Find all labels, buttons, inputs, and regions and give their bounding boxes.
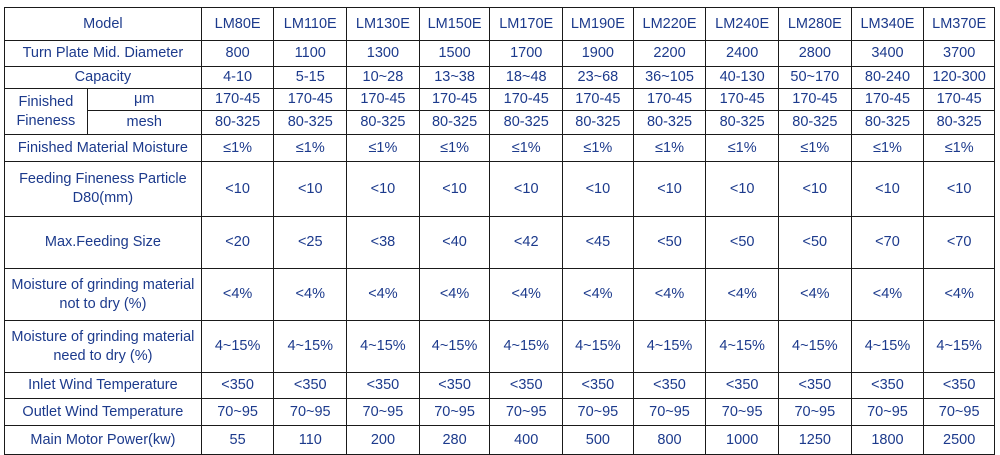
value-cell-mesh: 80-325 xyxy=(201,111,274,135)
row-outlet-temp xyxy=(5,399,995,426)
value-cell-moisture: ≤1% xyxy=(347,135,420,162)
value-cell-um: 170-45 xyxy=(347,89,420,111)
value-cell-moisture-not-dry: <4% xyxy=(347,269,420,321)
value-cell-feeding-fineness: <10 xyxy=(633,162,706,217)
value-cell-inlet: <350 xyxy=(347,373,420,399)
value-cell-feeding-fineness: <10 xyxy=(274,162,347,217)
value-cell-outlet: 70~95 xyxy=(924,399,995,426)
value-cell-moisture: ≤1% xyxy=(274,135,347,162)
value-cell-capacity: 50~170 xyxy=(779,67,852,89)
value-cell-moisture: ≤1% xyxy=(633,135,706,162)
value-cell-outlet: 70~95 xyxy=(563,399,634,426)
value-cell-outlet: 70~95 xyxy=(347,399,420,426)
value-cell-mesh: 80-325 xyxy=(633,111,706,135)
value-cell-capacity: 40-130 xyxy=(706,67,779,89)
value-cell-moisture: ≤1% xyxy=(419,135,490,162)
row-fineness-um xyxy=(5,89,995,111)
label-inlet-temp: Inlet Wind Temperature xyxy=(5,373,202,399)
value-cell-feeding-fineness: <10 xyxy=(779,162,852,217)
value-cell-capacity: 120-300 xyxy=(924,67,995,89)
value-cell-max-feeding: <70 xyxy=(924,217,995,269)
label-model: Model xyxy=(5,8,202,41)
value-cell-inlet: <350 xyxy=(779,373,852,399)
value-cell-outlet: 70~95 xyxy=(706,399,779,426)
row-moisture-not-dry xyxy=(5,269,995,321)
value-cell-moisture-not-dry: <4% xyxy=(563,269,634,321)
value-cell-um: 170-45 xyxy=(924,89,995,111)
value-cell-motor: 500 xyxy=(563,426,634,455)
value-cell-turn-plate: 800 xyxy=(201,41,274,67)
row-fineness-mesh xyxy=(5,111,995,135)
value-cell-max-feeding: <25 xyxy=(274,217,347,269)
value-cell-turn-plate: 2800 xyxy=(779,41,852,67)
value-cell-moisture-not-dry: <4% xyxy=(274,269,347,321)
value-cell-feeding-fineness: <10 xyxy=(419,162,490,217)
model-header-cell: LM370E xyxy=(924,8,995,41)
value-cell-moisture-not-dry: <4% xyxy=(490,269,563,321)
value-cell-mesh: 80-325 xyxy=(274,111,347,135)
label-moisture-need-dry: Moisture of grinding material need to dry (%) xyxy=(5,321,202,373)
label-moisture: Finished Material Moisture xyxy=(5,135,202,162)
value-cell-feeding-fineness: <10 xyxy=(924,162,995,217)
value-cell-moisture-not-dry: <4% xyxy=(706,269,779,321)
value-cell-turn-plate: 3400 xyxy=(851,41,924,67)
value-cell-motor: 55 xyxy=(201,426,274,455)
row-capacity xyxy=(5,67,995,89)
label-motor-power: Main Motor Power(kw) xyxy=(5,426,202,455)
value-cell-capacity: 13~38 xyxy=(419,67,490,89)
model-header-cell: LM220E xyxy=(633,8,706,41)
value-cell-mesh: 80-325 xyxy=(347,111,420,135)
value-cell-inlet: <350 xyxy=(563,373,634,399)
value-cell-inlet: <350 xyxy=(706,373,779,399)
value-cell-um: 170-45 xyxy=(706,89,779,111)
value-cell-feeding-fineness: <10 xyxy=(563,162,634,217)
value-cell-inlet: <350 xyxy=(851,373,924,399)
value-cell-um: 170-45 xyxy=(274,89,347,111)
value-cell-mesh: 80-325 xyxy=(779,111,852,135)
value-cell-turn-plate: 2200 xyxy=(633,41,706,67)
row-turn-plate xyxy=(5,41,995,67)
value-cell-mesh: 80-325 xyxy=(706,111,779,135)
value-cell-capacity: 80-240 xyxy=(851,67,924,89)
value-cell-max-feeding: <45 xyxy=(563,217,634,269)
value-cell-max-feeding: <70 xyxy=(851,217,924,269)
label-max-feeding: Max.Feeding Size xyxy=(5,217,202,269)
value-cell-max-feeding: <50 xyxy=(706,217,779,269)
value-cell-moisture: ≤1% xyxy=(563,135,634,162)
value-cell-moisture: ≤1% xyxy=(706,135,779,162)
value-cell-moisture-not-dry: <4% xyxy=(851,269,924,321)
model-header-cell: LM150E xyxy=(419,8,490,41)
value-cell-outlet: 70~95 xyxy=(633,399,706,426)
row-inlet-temp xyxy=(5,373,995,399)
label-outlet-temp: Outlet Wind Temperature xyxy=(5,399,202,426)
value-cell-outlet: 70~95 xyxy=(201,399,274,426)
value-cell-moisture-not-dry: <4% xyxy=(419,269,490,321)
value-cell-moisture: ≤1% xyxy=(490,135,563,162)
value-cell-um: 170-45 xyxy=(419,89,490,111)
value-cell-um: 170-45 xyxy=(851,89,924,111)
label-moisture-not-dry: Moisture of grinding material not to dry (%) xyxy=(5,269,202,321)
model-header-cell: LM240E xyxy=(706,8,779,41)
value-cell-inlet: <350 xyxy=(419,373,490,399)
label-um: μm xyxy=(87,89,201,111)
label-feeding-fineness: Feeding Fineness Particle D80(mm) xyxy=(5,162,202,217)
value-cell-capacity: 5-15 xyxy=(274,67,347,89)
row-motor-power xyxy=(5,426,995,455)
value-cell-capacity: 23~68 xyxy=(563,67,634,89)
value-cell-moisture-need-dry: 4~15% xyxy=(706,321,779,373)
value-cell-max-feeding: <50 xyxy=(779,217,852,269)
value-cell-moisture: ≤1% xyxy=(201,135,274,162)
value-cell-moisture: ≤1% xyxy=(779,135,852,162)
row-feeding-fineness xyxy=(5,162,995,217)
value-cell-mesh: 80-325 xyxy=(924,111,995,135)
row-moisture xyxy=(5,135,995,162)
value-cell-motor: 1800 xyxy=(851,426,924,455)
value-cell-mesh: 80-325 xyxy=(419,111,490,135)
model-header-cell: LM280E xyxy=(779,8,852,41)
value-cell-turn-plate: 2400 xyxy=(706,41,779,67)
value-cell-capacity: 18~48 xyxy=(490,67,563,89)
value-cell-outlet: 70~95 xyxy=(851,399,924,426)
spec-table xyxy=(4,7,995,455)
value-cell-moisture-need-dry: 4~15% xyxy=(633,321,706,373)
value-cell-max-feeding: <20 xyxy=(201,217,274,269)
value-cell-motor: 1000 xyxy=(706,426,779,455)
value-cell-motor: 110 xyxy=(274,426,347,455)
label-capacity: Capacity xyxy=(5,67,202,89)
model-header-cell: LM80E xyxy=(201,8,274,41)
value-cell-um: 170-45 xyxy=(633,89,706,111)
value-cell-moisture-not-dry: <4% xyxy=(201,269,274,321)
value-cell-moisture: ≤1% xyxy=(851,135,924,162)
value-cell-um: 170-45 xyxy=(779,89,852,111)
value-cell-moisture-not-dry: <4% xyxy=(633,269,706,321)
value-cell-moisture-need-dry: 4~15% xyxy=(201,321,274,373)
value-cell-feeding-fineness: <10 xyxy=(851,162,924,217)
spec-table-body xyxy=(5,8,995,455)
value-cell-moisture-not-dry: <4% xyxy=(779,269,852,321)
value-cell-motor: 800 xyxy=(633,426,706,455)
value-cell-inlet: <350 xyxy=(633,373,706,399)
value-cell-inlet: <350 xyxy=(274,373,347,399)
value-cell-max-feeding: <42 xyxy=(490,217,563,269)
value-cell-inlet: <350 xyxy=(201,373,274,399)
value-cell-outlet: 70~95 xyxy=(274,399,347,426)
value-cell-outlet: 70~95 xyxy=(490,399,563,426)
value-cell-capacity: 36~105 xyxy=(633,67,706,89)
value-cell-um: 170-45 xyxy=(490,89,563,111)
value-cell-turn-plate: 1700 xyxy=(490,41,563,67)
value-cell-turn-plate: 1900 xyxy=(563,41,634,67)
value-cell-mesh: 80-325 xyxy=(851,111,924,135)
row-max-feeding xyxy=(5,217,995,269)
value-cell-moisture-need-dry: 4~15% xyxy=(347,321,420,373)
row-moisture-need-dry xyxy=(5,321,995,373)
value-cell-max-feeding: <38 xyxy=(347,217,420,269)
value-cell-motor: 200 xyxy=(347,426,420,455)
value-cell-max-feeding: <50 xyxy=(633,217,706,269)
value-cell-um: 170-45 xyxy=(563,89,634,111)
value-cell-inlet: <350 xyxy=(924,373,995,399)
value-cell-max-feeding: <40 xyxy=(419,217,490,269)
value-cell-moisture-need-dry: 4~15% xyxy=(490,321,563,373)
value-cell-capacity: 4-10 xyxy=(201,67,274,89)
value-cell-motor: 400 xyxy=(490,426,563,455)
label-turn-plate: Turn Plate Mid. Diameter xyxy=(5,41,202,67)
label-mesh: mesh xyxy=(87,111,201,135)
value-cell-moisture-need-dry: 4~15% xyxy=(851,321,924,373)
value-cell-moisture-not-dry: <4% xyxy=(924,269,995,321)
value-cell-moisture-need-dry: 4~15% xyxy=(274,321,347,373)
value-cell-moisture-need-dry: 4~15% xyxy=(779,321,852,373)
model-header-cell: LM130E xyxy=(347,8,420,41)
value-cell-turn-plate: 1100 xyxy=(274,41,347,67)
value-cell-moisture-need-dry: 4~15% xyxy=(419,321,490,373)
value-cell-moisture: ≤1% xyxy=(924,135,995,162)
value-cell-inlet: <350 xyxy=(490,373,563,399)
value-cell-turn-plate: 1300 xyxy=(347,41,420,67)
value-cell-motor: 2500 xyxy=(924,426,995,455)
value-cell-mesh: 80-325 xyxy=(563,111,634,135)
value-cell-feeding-fineness: <10 xyxy=(201,162,274,217)
model-header-cell: LM190E xyxy=(563,8,634,41)
value-cell-turn-plate: 1500 xyxy=(419,41,490,67)
value-cell-outlet: 70~95 xyxy=(419,399,490,426)
value-cell-feeding-fineness: <10 xyxy=(490,162,563,217)
value-cell-feeding-fineness: <10 xyxy=(347,162,420,217)
value-cell-turn-plate: 3700 xyxy=(924,41,995,67)
model-header-cell: LM340E xyxy=(851,8,924,41)
value-cell-capacity: 10~28 xyxy=(347,67,420,89)
value-cell-moisture-need-dry: 4~15% xyxy=(924,321,995,373)
value-cell-motor: 280 xyxy=(419,426,490,455)
value-cell-motor: 1250 xyxy=(779,426,852,455)
value-cell-outlet: 70~95 xyxy=(779,399,852,426)
row-model xyxy=(5,8,995,41)
value-cell-um: 170-45 xyxy=(201,89,274,111)
model-header-cell: LM110E xyxy=(274,8,347,41)
label-finished-fineness: Finished Fineness xyxy=(5,89,88,135)
value-cell-mesh: 80-325 xyxy=(490,111,563,135)
model-header-cell: LM170E xyxy=(490,8,563,41)
value-cell-feeding-fineness: <10 xyxy=(706,162,779,217)
value-cell-moisture-need-dry: 4~15% xyxy=(563,321,634,373)
